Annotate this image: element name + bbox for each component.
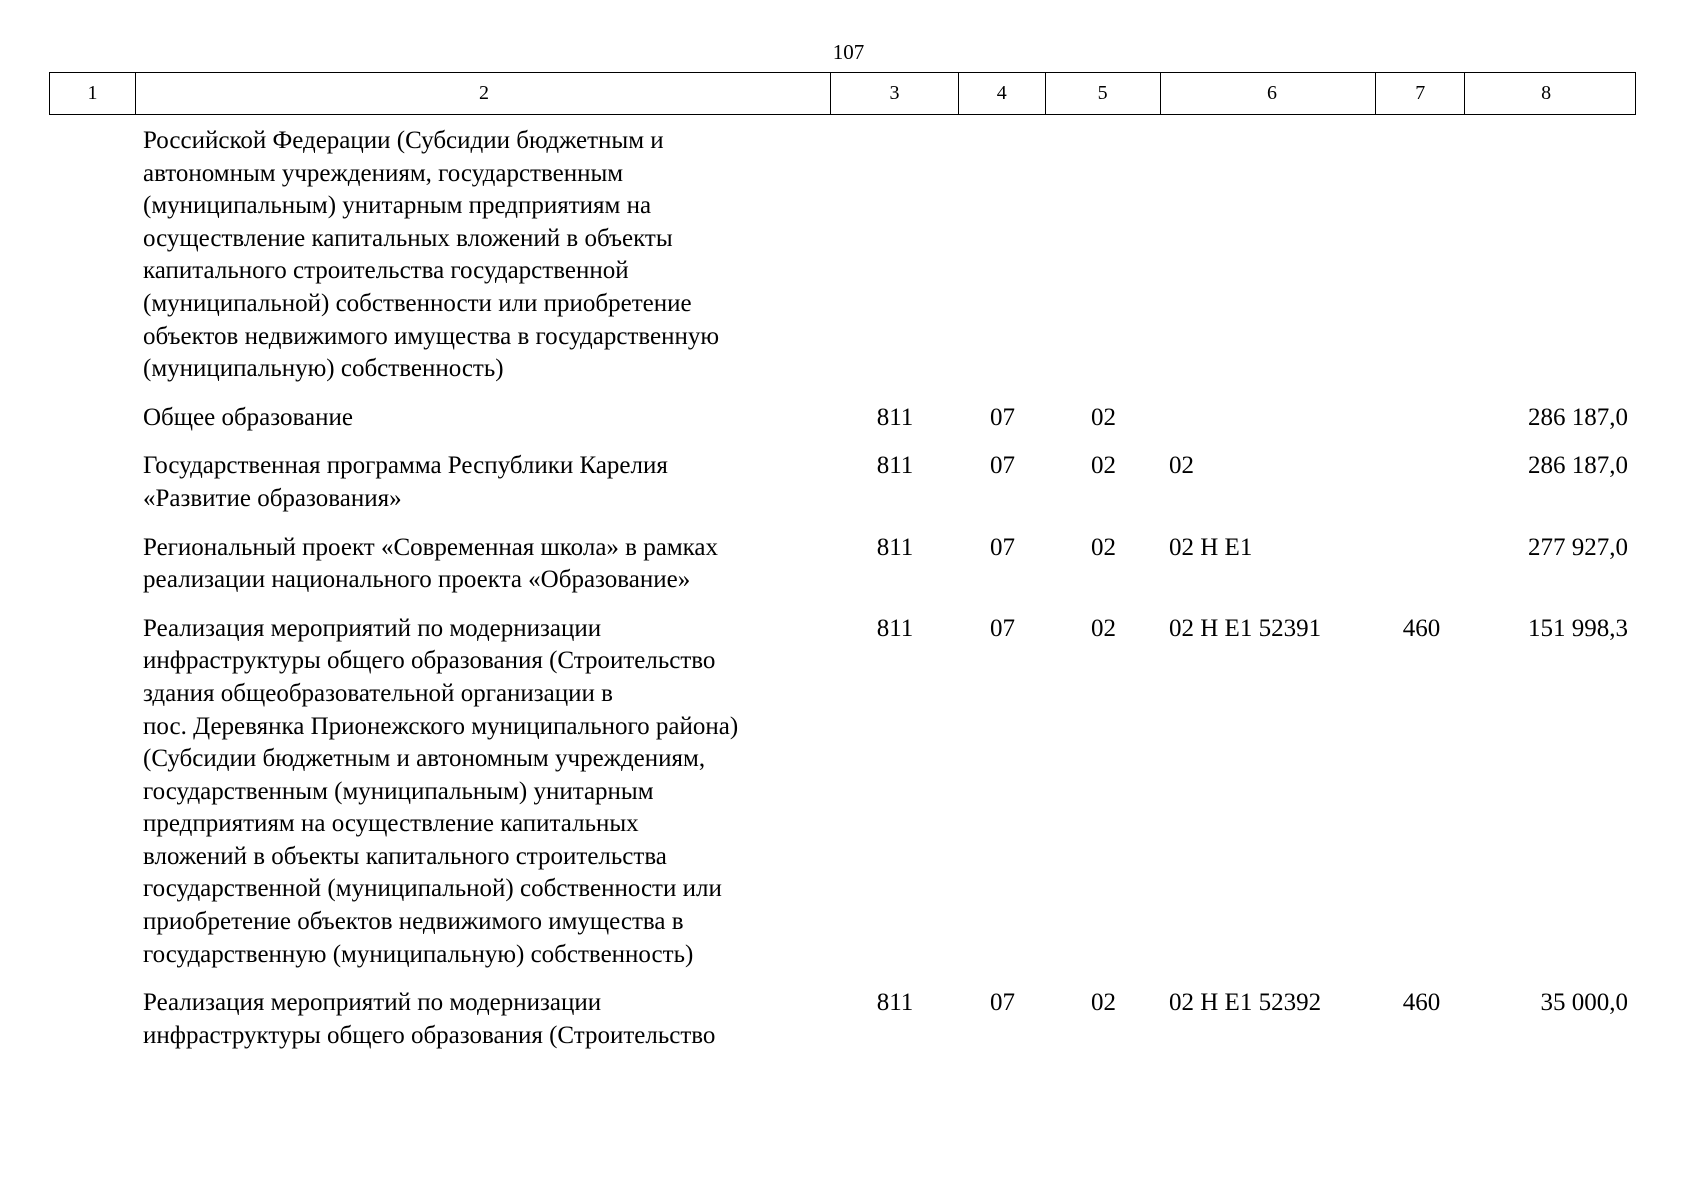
header-col-3: 3 (831, 73, 959, 114)
table-row (49, 987, 1636, 1052)
cell-name: Региональный проект «Современная школа» в рамках реализации национального проекта «Образование» (143, 533, 718, 594)
cell-subsection: 02 (1091, 989, 1116, 1017)
header-col-4: 4 (959, 73, 1046, 114)
cell-subsection: 02 (1091, 403, 1116, 431)
cell-subsection (1046, 125, 1161, 386)
table-row (49, 613, 1636, 972)
cell-target-item (1161, 125, 1377, 386)
cell-amount: 286 187,0 (1528, 452, 1628, 480)
cell-name: Общее образование (143, 403, 353, 431)
cell-col-1 (49, 987, 135, 1052)
cell-ministry: 811 (876, 614, 914, 642)
cell-section: 07 (990, 452, 1015, 480)
cell-expense-type: 460 (1402, 989, 1441, 1017)
cell-ministry: 811 (876, 989, 914, 1017)
cell-ministry: 811 (876, 533, 914, 561)
header-col-8: 8 (1541, 82, 1552, 104)
cell-section: 07 (990, 533, 1015, 561)
header-col-5: 5 (1046, 73, 1161, 114)
cell-name: Государственная программа Республики Карелия «Развитие образования» (143, 452, 668, 512)
header-col-7: 7 (1376, 73, 1465, 114)
table-header (49, 72, 1636, 115)
header-col-1: 1 (50, 73, 136, 114)
cell-section: 07 (990, 403, 1015, 431)
cell-col-1 (49, 402, 135, 435)
cell-col-1 (49, 613, 135, 972)
cell-target-item: 02 Н Е1 52391 (1169, 614, 1322, 642)
cell-section: 07 (990, 614, 1015, 642)
cell-amount: 286 187,0 (1528, 403, 1628, 431)
cell-target-item: 02 Н Е1 (1169, 533, 1253, 561)
cell-amount: 277 927,0 (1528, 533, 1628, 561)
cell-col-1 (49, 450, 135, 515)
cell-target-item: 02 (1169, 452, 1194, 480)
table-body (49, 125, 1636, 1068)
cell-name: Реализация мероприятий по модернизации инфраструктуры общего образования (Строительство здания общеобразовательной организации в пос. Деревянка Прионежского муниципального района) (Субсидии бюджетным и автономным учреждениям, государственным (муниципальным) унитарным предприятиям на осуществление капитальных вложений в объекты капитального строительства государственной (муниципальной) собственности или приобретение объектов недвижимого имущества в государственную (муниципальную) собственность) (143, 614, 739, 968)
cell-expense-type (1377, 532, 1466, 597)
cell-subsection: 02 (1091, 614, 1116, 642)
cell-target-item: 02 Н Е1 52392 (1169, 989, 1322, 1017)
table-row (49, 532, 1636, 597)
cell-ministry: 811 (876, 403, 914, 431)
cell-expense-type (1377, 450, 1466, 515)
cell-col-1 (49, 532, 135, 597)
cell-subsection: 02 (1091, 533, 1116, 561)
cell-section: 07 (990, 989, 1015, 1017)
page-number: 107 (832, 40, 865, 64)
cell-name: Реализация мероприятий по модернизации инфраструктуры общего образования (Строительство (143, 989, 716, 1049)
cell-expense-type (1377, 125, 1466, 386)
cell-expense-type: 460 (1402, 614, 1441, 642)
table-row (49, 450, 1636, 515)
cell-col-1 (49, 125, 135, 386)
cell-ministry (831, 125, 959, 386)
cell-subsection: 02 (1091, 452, 1116, 480)
cell-amount: 151 998,3 (1528, 614, 1628, 642)
cell-amount: 35 000,0 (1540, 989, 1628, 1017)
cell-ministry: 811 (876, 452, 914, 480)
cell-section (959, 125, 1046, 386)
table-row (49, 125, 1636, 386)
cell-target-item (1161, 402, 1377, 435)
header-col-6: 6 (1161, 73, 1377, 114)
header-col-2: 2 (136, 73, 831, 114)
table-row (49, 402, 1636, 435)
cell-expense-type (1377, 402, 1466, 435)
cell-amount (1466, 125, 1636, 386)
cell-name: Российской Федерации (Субсидии бюджетным и автономным учреждениям, государственным (муниципальным) унитарным предприятиям на осуществление капитальных вложений в объекты капитального строительства государственной (муниципальной) собственности или приобретение объектов недвижимого имущества в государственную (муниципальную) собственность) (143, 127, 720, 383)
